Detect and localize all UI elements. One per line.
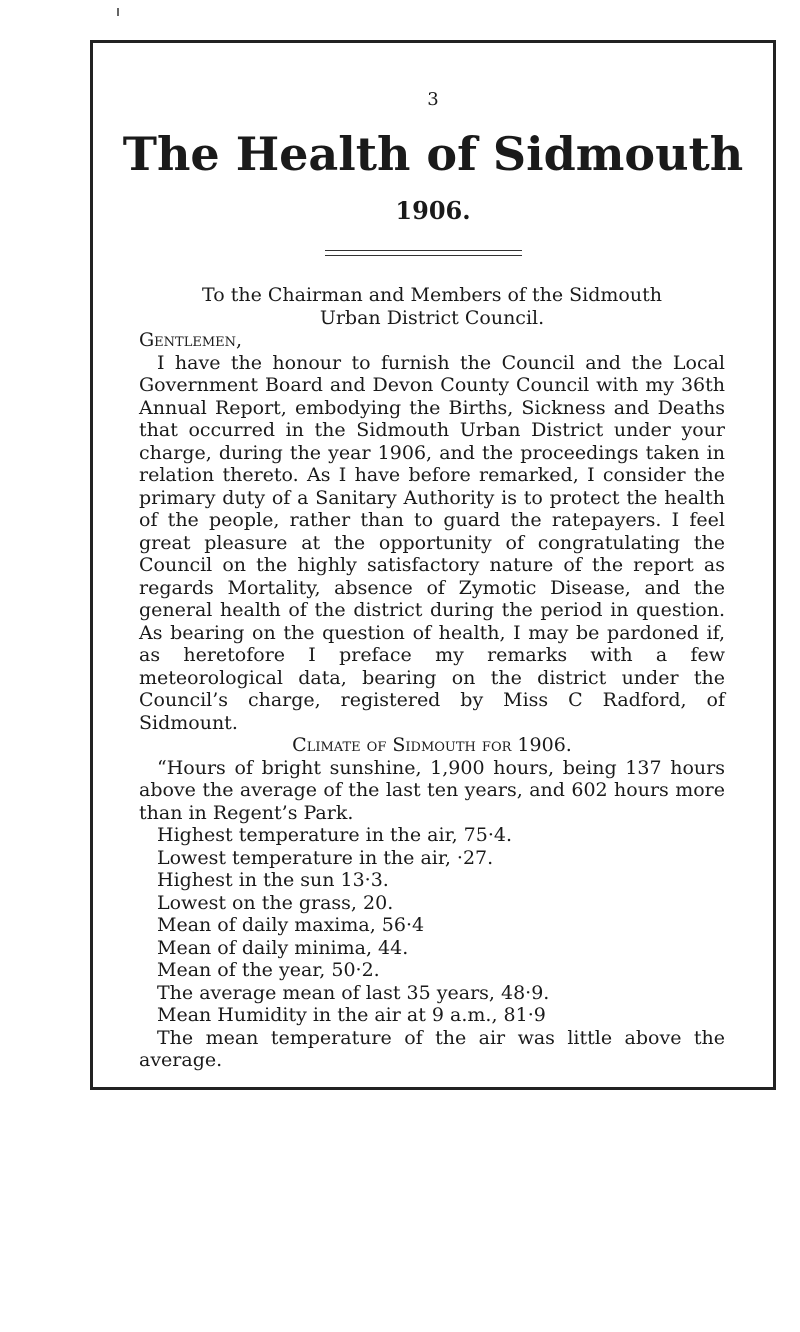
data-line: Highest in the sun 13·3. bbox=[157, 869, 389, 891]
data-line: Mean Humidity in the air at 9 a.m., 81·9 bbox=[157, 1004, 546, 1026]
data-line: Mean of the year, 50·2. bbox=[157, 959, 380, 981]
meteorological-data bbox=[139, 824, 725, 1027]
sunshine-paragraph: “Hours of bright sunshine, 1,900 hours, being 137 hours above the average of the last ten years, and 602 hours more than in Regent’s Park. bbox=[139, 756, 725, 824]
page-number: 3 bbox=[427, 89, 439, 110]
data-line: The average mean of last 35 years, 48·9. bbox=[157, 981, 550, 1004]
data-line: Mean of daily minima, 44. bbox=[157, 936, 409, 959]
data-line: Mean of daily maxima, 56·4 bbox=[157, 914, 425, 936]
report-year: 1906. bbox=[395, 196, 471, 225]
margin-mark bbox=[117, 8, 119, 16]
page-border bbox=[90, 40, 776, 1090]
closing-paragraph: The mean temperature of the air was little above the average. bbox=[139, 1026, 725, 1071]
title-rule-bottom bbox=[325, 255, 522, 256]
climate-heading: Climate of Sidmouth for 1906. bbox=[292, 734, 572, 756]
data-line: Lowest temperature in the air, ·27. bbox=[157, 846, 494, 869]
address-line-1: To the Chairman and Members of the Sidmouth bbox=[202, 284, 662, 306]
intro-paragraph: I have the honour to furnish the Council and the Local Government Board and Devon County Council with my 36th Annual Report, embodying the Births, Sickness and Deaths that occurred in the Sidmouth Urban District under your charge, during the year 1906, and the proceedings taken in relation thereto. As I have before remarked, I consider the primary duty of a Sanitary Authority is to protect the health of the people, rather than to guard the ratepayers. I feel great pleasure at the opportunity of congratulating the Council on the highly satisfactory nature of the report as regards Mortality, absence of Zymotic Disease, and the general health of the district during the period in question. As bearing on the question of health, I may be pardoned if, as heretofore I preface my remarks with a few meteorological data, bearing on the district under the Council’s charge, registered by Miss C Radford, of Sidmount. bbox=[139, 351, 725, 734]
report-title: The Health of Sidmouth bbox=[122, 127, 744, 181]
data-line: Lowest on the grass, 20. bbox=[157, 891, 394, 914]
data-line: Highest temperature in the air, 75·4. bbox=[157, 824, 512, 846]
salutation: Gentlemen, bbox=[139, 329, 243, 351]
address-line-2: Urban District Council. bbox=[319, 306, 545, 329]
report-body bbox=[139, 284, 725, 1072]
title-rule-top bbox=[325, 250, 522, 251]
